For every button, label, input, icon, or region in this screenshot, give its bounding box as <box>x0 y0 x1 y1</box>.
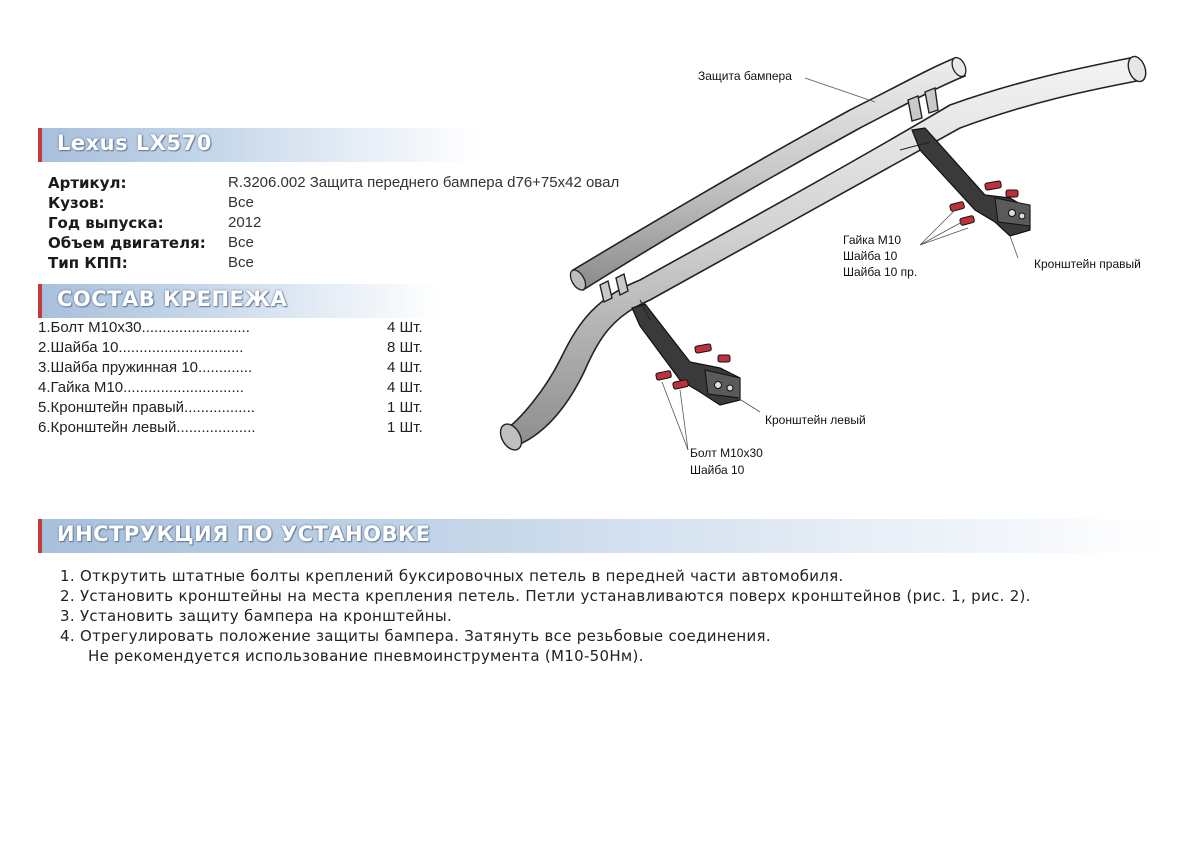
part-qty: 4 Шт. <box>387 319 423 336</box>
upper-tube <box>567 55 968 292</box>
part-name: 1.Болт М10x30.......................... <box>38 319 250 336</box>
instruction-note: Не рекомендуется использование пневмоинструмента (М10-50Нм). <box>88 647 644 665</box>
model-title: Lexus LX570 <box>57 131 212 155</box>
label-washer: Шайба 10 <box>843 249 898 263</box>
spec-value: 2012 <box>228 214 262 231</box>
part-qty: 4 Шт. <box>387 379 423 396</box>
label-bumper-guard: Защита бампера <box>698 69 792 83</box>
label-right-bracket: Кронштейн правый <box>1034 257 1141 271</box>
label-nut: Гайка М10 <box>843 233 902 247</box>
instruction-step: 1. Открутить штатные болты креплений буксировочных петель в передней части автомобиля. <box>60 567 844 585</box>
part-qty: 4 Шт. <box>387 359 423 376</box>
part-name: 2.Шайба 10.............................. <box>38 339 244 356</box>
part-name: 5.Кронштейн правый................. <box>38 399 255 416</box>
instruction-step: 2. Установить кронштейны на места крепления петель. Петли устанавливаются поверх кронштейнов (рис. 1, рис. 2). <box>60 587 1031 605</box>
main-tube <box>496 54 1149 454</box>
spec-label: Год выпуска: <box>48 214 164 232</box>
spec-label: Кузов: <box>48 194 105 212</box>
instructions-banner <box>38 519 1164 553</box>
part-name: 3.Шайба пружинная 10............. <box>38 359 253 376</box>
spec-value: R.3206.002 Защита переднего бампера d76+75x42 овал <box>228 174 620 191</box>
part-qty: 1 Шт. <box>387 419 423 436</box>
left-bracket <box>632 300 740 405</box>
part-name: 4.Гайка М10............................. <box>38 379 244 396</box>
label-spring-washer: Шайба 10 пр. <box>843 265 918 279</box>
instruction-step: 3. Установить защиту бампера на кронштейны. <box>60 607 453 625</box>
part-name: 6.Кронштейн левый................... <box>38 419 256 436</box>
instructions-title: ИНСТРУКЦИЯ ПО УСТАНОВКЕ <box>57 522 431 546</box>
fasteners-title: СОСТАВ КРЕПЕЖА <box>57 287 288 311</box>
part-qty: 1 Шт. <box>387 399 423 416</box>
label-washer-left: Шайба 10 <box>690 463 745 477</box>
spec-value: Все <box>228 194 254 211</box>
spec-value: Все <box>228 234 254 251</box>
label-bolt: Болт М10x30 <box>690 446 763 460</box>
spec-value: Все <box>228 254 254 271</box>
spec-label: Тип КПП: <box>48 254 128 272</box>
spec-label: Артикул: <box>48 174 127 192</box>
instruction-step: 4. Отрегулировать положение защиты бампера. Затянуть все резьбовые соединения. <box>60 627 771 645</box>
part-qty: 8 Шт. <box>387 339 423 356</box>
spec-label: Объем двигателя: <box>48 234 206 252</box>
label-left-bracket: Кронштейн левый <box>765 413 866 427</box>
